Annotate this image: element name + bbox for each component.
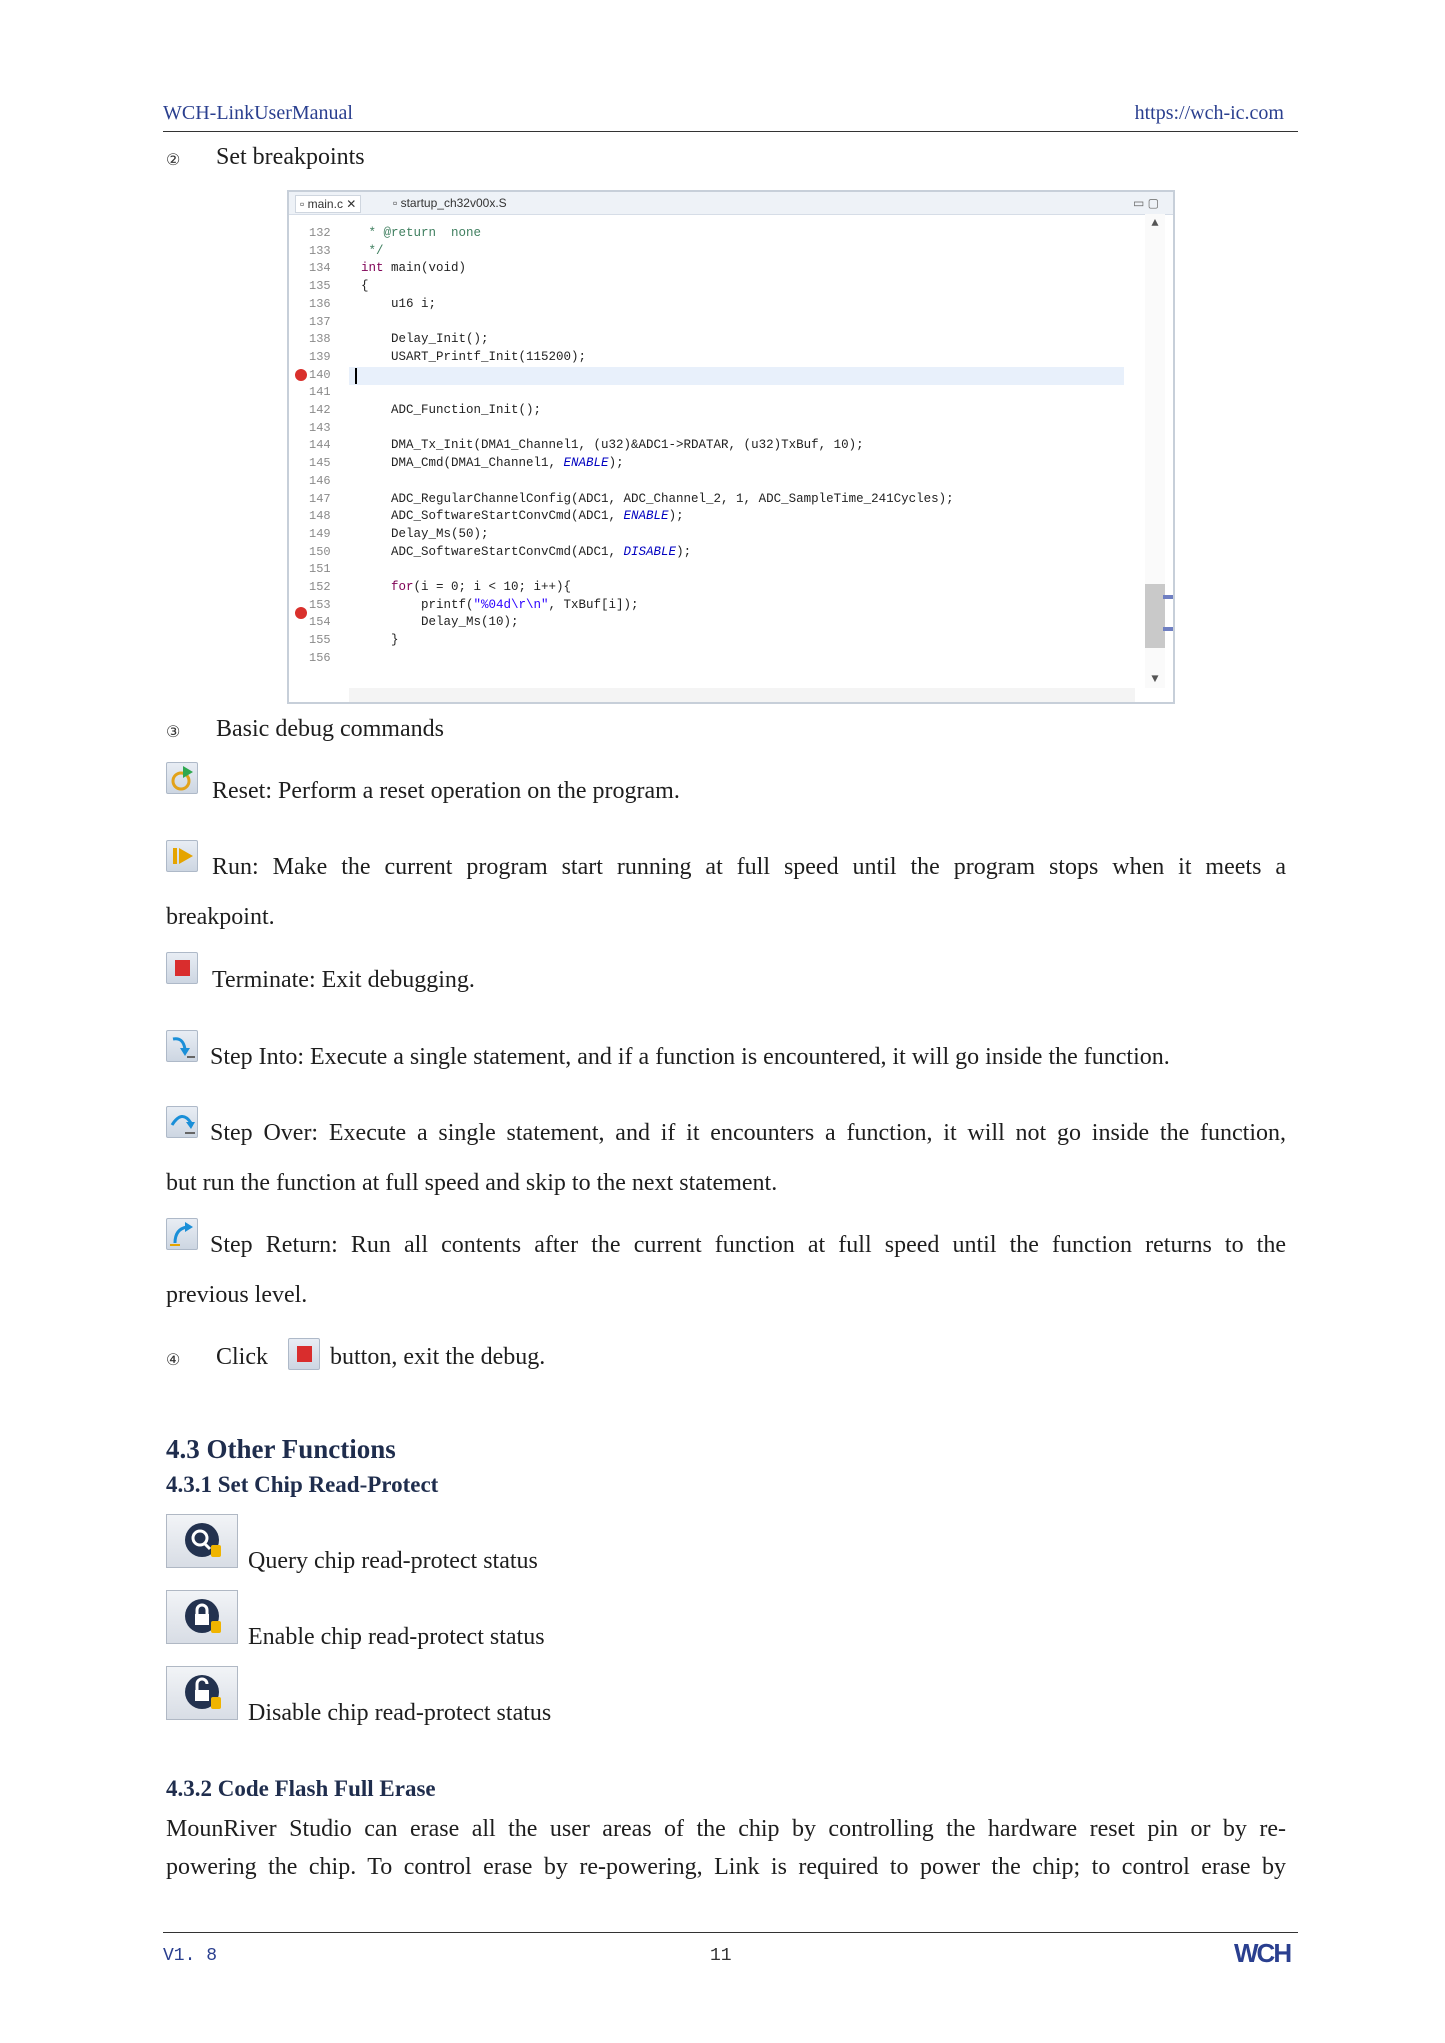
line-number: 135 <box>309 279 331 294</box>
step4-text: button, exit the debug. <box>330 1344 546 1370</box>
header-rule <box>163 131 1298 132</box>
code-text: printf("%04d\r\n", TxBuf[i]); <box>361 597 639 612</box>
code-line <box>289 649 1129 667</box>
line-number: 145 <box>309 456 331 471</box>
line-number: 150 <box>309 544 331 559</box>
tab-startup[interactable]: ▫ startup_ch32v00x.S <box>393 196 507 210</box>
code-text: * @return none <box>361 226 482 240</box>
code-line <box>289 313 1129 331</box>
line-number: 156 <box>309 650 331 665</box>
window-controls-icon[interactable]: ▭ ▢ <box>1132 196 1159 210</box>
code-text: int main(void) <box>361 261 467 276</box>
header-title: WCH-LinkUserManual <box>163 102 353 124</box>
scroll-up-icon[interactable]: ▲ <box>1151 216 1159 230</box>
code-text: Delay_Ms(50); <box>361 526 489 541</box>
paragraph-line: powering the chip. To control erase by re-powering, Link is required to power the chip; to control erase by <box>166 1854 1286 1880</box>
step-marker: ③ <box>166 724 181 741</box>
code-line <box>289 560 1129 578</box>
line-number: 155 <box>309 633 331 648</box>
enable-read-protect-label: Enable chip read-protect status <box>248 1624 545 1650</box>
step-return-description-cont: previous level. <box>166 1282 308 1308</box>
line-number: 154 <box>309 615 331 630</box>
code-line <box>289 436 1129 454</box>
breakpoint-icon[interactable] <box>295 607 307 619</box>
paragraph-line: MounRiver Studio can erase all the user areas of the chip by controlling the hardware reset pin or by re- <box>166 1816 1286 1842</box>
code-text: DMA_Cmd(DMA1_Channel1, ENABLE); <box>361 456 624 471</box>
line-number: 139 <box>309 349 331 364</box>
reset-description: Reset: Perform a reset operation on the program. <box>212 778 680 804</box>
terminate-icon <box>288 1338 320 1370</box>
code-line <box>289 578 1129 596</box>
run-description: Run: Make the current program start running at full speed until the program stops when it meets a <box>212 854 1286 880</box>
overview-marker <box>1163 595 1173 599</box>
disable-read-protect-label: Disable chip read-protect status <box>248 1700 552 1726</box>
step-over-description-cont: but run the function at full speed and skip to the next statement. <box>166 1170 778 1196</box>
code-line <box>289 490 1129 508</box>
line-number: 140 <box>309 367 331 382</box>
step-marker: ② <box>166 152 181 169</box>
code-text: USART_Printf_Init(115200); <box>361 349 587 364</box>
code-text: */ <box>361 243 384 258</box>
line-number: 141 <box>309 385 331 400</box>
line-number: 133 <box>309 243 331 258</box>
code-text: } <box>361 633 399 648</box>
code-line <box>289 543 1129 561</box>
code-text: ADC_SoftwareStartConvCmd(ADC1, DISABLE); <box>361 544 692 559</box>
text-cursor <box>355 368 357 384</box>
line-number: 137 <box>309 314 331 329</box>
line-number: 132 <box>309 226 331 240</box>
line-number: 134 <box>309 261 331 276</box>
line-number: 136 <box>309 296 331 311</box>
code-line <box>289 525 1129 543</box>
terminate-description: Terminate: Exit debugging. <box>212 967 475 993</box>
line-number: 153 <box>309 597 331 612</box>
query-read-protect-label: Query chip read-protect status <box>248 1548 538 1574</box>
line-number: 143 <box>309 420 331 435</box>
section-heading: 4.3 Other Functions <box>166 1434 396 1464</box>
code-text: Delay_Ms(10); <box>361 615 519 630</box>
line-number: 146 <box>309 473 331 488</box>
code-text: { <box>361 279 369 294</box>
step-into-description: Step Into: Execute a single statement, and if a function is encountered, it will go inside the function. <box>210 1044 1170 1070</box>
code-line <box>289 242 1129 260</box>
line-number: 151 <box>309 562 331 577</box>
line-number: 138 <box>309 332 331 347</box>
code-line <box>289 596 1129 614</box>
query-read-protect-icon <box>166 1514 238 1568</box>
code-line <box>289 613 1129 631</box>
code-line <box>289 330 1129 348</box>
step-return-description: Step Return: Run all contents after the current function at full speed until the function returns to the <box>210 1232 1286 1258</box>
step-over-description: Step Over: Execute a single statement, and if it encounters a function, it will not go inside the function, <box>210 1120 1286 1146</box>
code-text: ADC_RegularChannelConfig(ADC1, ADC_Channel_2, 1, ADC_SampleTime_241Cycles); <box>361 491 954 506</box>
footer-version: V1. 8 <box>163 1946 218 1966</box>
reset-icon <box>166 762 198 794</box>
step3-title: Basic debug commands <box>216 716 444 742</box>
terminate-icon <box>166 952 198 984</box>
code-line <box>289 454 1129 472</box>
code-line <box>289 295 1129 313</box>
step-over-icon <box>166 1106 198 1138</box>
code-text: ADC_Function_Init(); <box>361 403 542 417</box>
subsection-heading: 4.3.1 Set Chip Read-Protect <box>166 1472 439 1497</box>
step-into-icon <box>166 1030 198 1062</box>
line-number: 142 <box>309 403 331 417</box>
code-line <box>289 472 1129 490</box>
subsection-heading: 4.3.2 Code Flash Full Erase <box>166 1776 436 1801</box>
line-number: 149 <box>309 526 331 541</box>
line-number: 148 <box>309 509 331 524</box>
code-line <box>289 383 1129 401</box>
code-line <box>289 224 1129 242</box>
wch-logo: WCH <box>1234 1938 1291 1968</box>
step4-click: Click <box>216 1344 268 1370</box>
code-text: for(i = 0; i < 10; i++){ <box>391 580 572 594</box>
line-number: 152 <box>309 580 331 594</box>
code-line <box>289 277 1129 295</box>
code-text: u16 i; <box>361 296 437 311</box>
tab-main-c[interactable]: ▫ main.c ✕ <box>295 195 361 213</box>
vertical-scrollbar[interactable] <box>1145 214 1165 688</box>
code-text: ADC_SoftwareStartConvCmd(ADC1, ENABLE); <box>361 509 684 524</box>
step2-title: Set breakpoints <box>216 144 365 170</box>
line-number: 144 <box>309 438 331 453</box>
step-marker: ④ <box>166 1352 181 1369</box>
code-line <box>289 419 1129 437</box>
code-text: Delay_Init(); <box>361 332 489 347</box>
code-editor-screenshot <box>287 190 1175 704</box>
disable-read-protect-icon <box>166 1666 238 1720</box>
code-line <box>289 631 1129 649</box>
footer-rule <box>163 1932 1298 1933</box>
overview-marker <box>1163 627 1173 631</box>
header-url[interactable]: https://wch-ic.com <box>1134 102 1284 124</box>
scroll-down-icon[interactable]: ▼ <box>1151 672 1159 686</box>
run-description-cont: breakpoint. <box>166 904 275 930</box>
enable-read-protect-icon <box>166 1590 238 1644</box>
line-number: 147 <box>309 491 331 506</box>
code-line <box>289 401 1129 419</box>
scroll-thumb[interactable] <box>1145 584 1165 648</box>
code-line <box>289 348 1129 366</box>
page-number: 11 <box>710 1946 732 1966</box>
run-icon <box>166 840 198 872</box>
code-line <box>289 259 1129 277</box>
code-text: DMA_Tx_Init(DMA1_Channel1, (u32)&ADC1->RDATAR, (u32)TxBuf, 10); <box>361 438 864 453</box>
current-line-highlight <box>349 367 1124 385</box>
breakpoint-icon[interactable] <box>295 369 307 381</box>
code-line <box>289 507 1129 525</box>
horizontal-scrollbar[interactable] <box>349 688 1135 702</box>
editor-tabs <box>289 192 1173 215</box>
step-return-icon <box>166 1218 198 1250</box>
